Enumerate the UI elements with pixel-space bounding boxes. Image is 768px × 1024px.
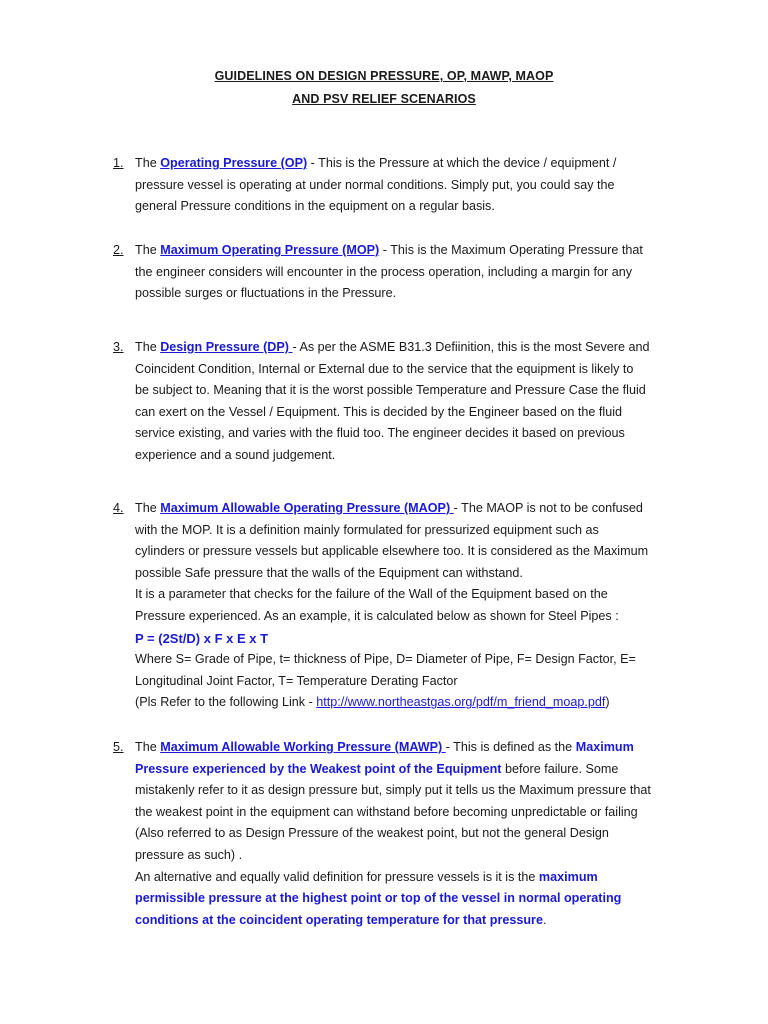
item-line: cylinders or pressure vessels but applicable elsewhere too. It is considered as the Maximum [135,544,649,559]
reference-link[interactable]: http://www.northeastgas.org/pdf/m_friend_moap.pdf [316,695,606,710]
item-line: possible surges or fluctuations in the Pressure. [135,286,397,301]
maop-formula: P = (2St/D) x F x E x T [135,630,269,646]
item-line: Longitudinal Joint Factor, T= Temperature Derating Factor [135,673,458,688]
item-body [135,153,665,218]
item-line: service existing, and varies with the fluid too. The engineer decides it based on previous [135,426,625,441]
item-line: It is a parameter that checks for the failure of the Wall of the Equipment based on the [135,587,608,602]
item-line: (Also referred to as Design Pressure of the weakest point, but not the general Design [135,826,609,841]
item-line: Pressure experienced. As an example, it is calculated below as shown for Steel Pipes : [135,608,619,623]
item-line: Where S= Grade of Pipe, t= thickness of Pipe, D= Diameter of Pipe, F= Design Factor, E= [135,652,636,667]
term-maop: Maximum Allowable Operating Pressure (MAOP) [160,501,454,515]
term-mawp: Maximum Allowable Working Pressure (MAWP) [160,740,446,754]
item-body [135,337,665,467]
document-title-line-1: GUIDELINES ON DESIGN PRESSURE, OP, MAWP, MAOP [214,69,554,83]
item-line: pressure as such) . [135,847,243,862]
document-title-line-2: AND PSV RELIEF SCENARIOS [292,92,476,106]
term-op: Operating Pressure (OP) [160,156,308,170]
item-line: The Maximum Operating Pressure (MOP) - This is the Maximum Operating Pressure that [135,243,643,257]
item-line: Pressure experienced by the Weakest point of the Equipment before failure. Some [135,761,619,776]
item-line: Coincident Condition, Internal or External due to the service that the equipment is likely to [135,361,634,376]
item-line: can exert on the Vessel / Equipment. This is decided by the Engineer based on the fluid [135,404,623,419]
item-line: The Maximum Allowable Operating Pressure (MAOP) - The MAOP is not to be confused [135,501,643,515]
item-line: mistakenly refer to it as design pressure but, simply put it tells us the Maximum pressure that [135,783,651,798]
item-number: 2. [113,243,124,257]
item-line: be subject to. Meaning that it is the worst possible Temperature and Pressure Case the fluid [135,383,646,398]
item-line: experience and a sound judgement. [135,447,336,462]
item-line: possible Safe pressure that the walls of the Equipment can withstand. [135,565,523,580]
item-line: general Pressure conditions in the equipment on a regular basis. [135,199,495,214]
item-line: the engineer considers will encounter in the process operation, including a margin for any [135,264,633,279]
item-body [135,737,665,931]
item-body [135,240,665,305]
item-body [135,498,665,714]
item-line: permissible pressure at the highest point or top of the vessel in normal operating [135,891,622,906]
item-line: The Maximum Allowable Working Pressure (MAWP) - This is defined as the Maximum [135,740,634,754]
item-line: The Design Pressure (DP) - As per the ASME B31.3 Defiinition, this is the most Severe and [135,340,650,354]
item-line: An alternative and equally valid definition for pressure vessels is it is the maximum [135,869,598,884]
item-number: 3. [113,340,124,354]
item-line: pressure vessel is operating at under normal conditions. Simply put, you could say the [135,177,615,192]
item-number: 5. [113,740,124,754]
item-line: The Operating Pressure (OP) - This is the Pressure at which the device / equipment / [135,156,617,170]
item-number: 4. [113,501,124,515]
term-dp: Design Pressure (DP) [160,340,293,354]
item-line: the weakest point in the equipment can withstand before becoming unpredictable or failing [135,804,638,819]
item-number: 1. [113,156,124,170]
item-line: with the MOP. It is a definition mainly formulated for pressurized equipment such as [135,522,599,537]
term-mop: Maximum Operating Pressure (MOP) [160,243,380,257]
item-line: conditions at the coincident operating temperature for that pressure. [135,912,547,927]
item-line: (Pls Refer to the following Link - http://www.northeastgas.org/pdf/m_friend_moap.pdf) [135,695,610,710]
